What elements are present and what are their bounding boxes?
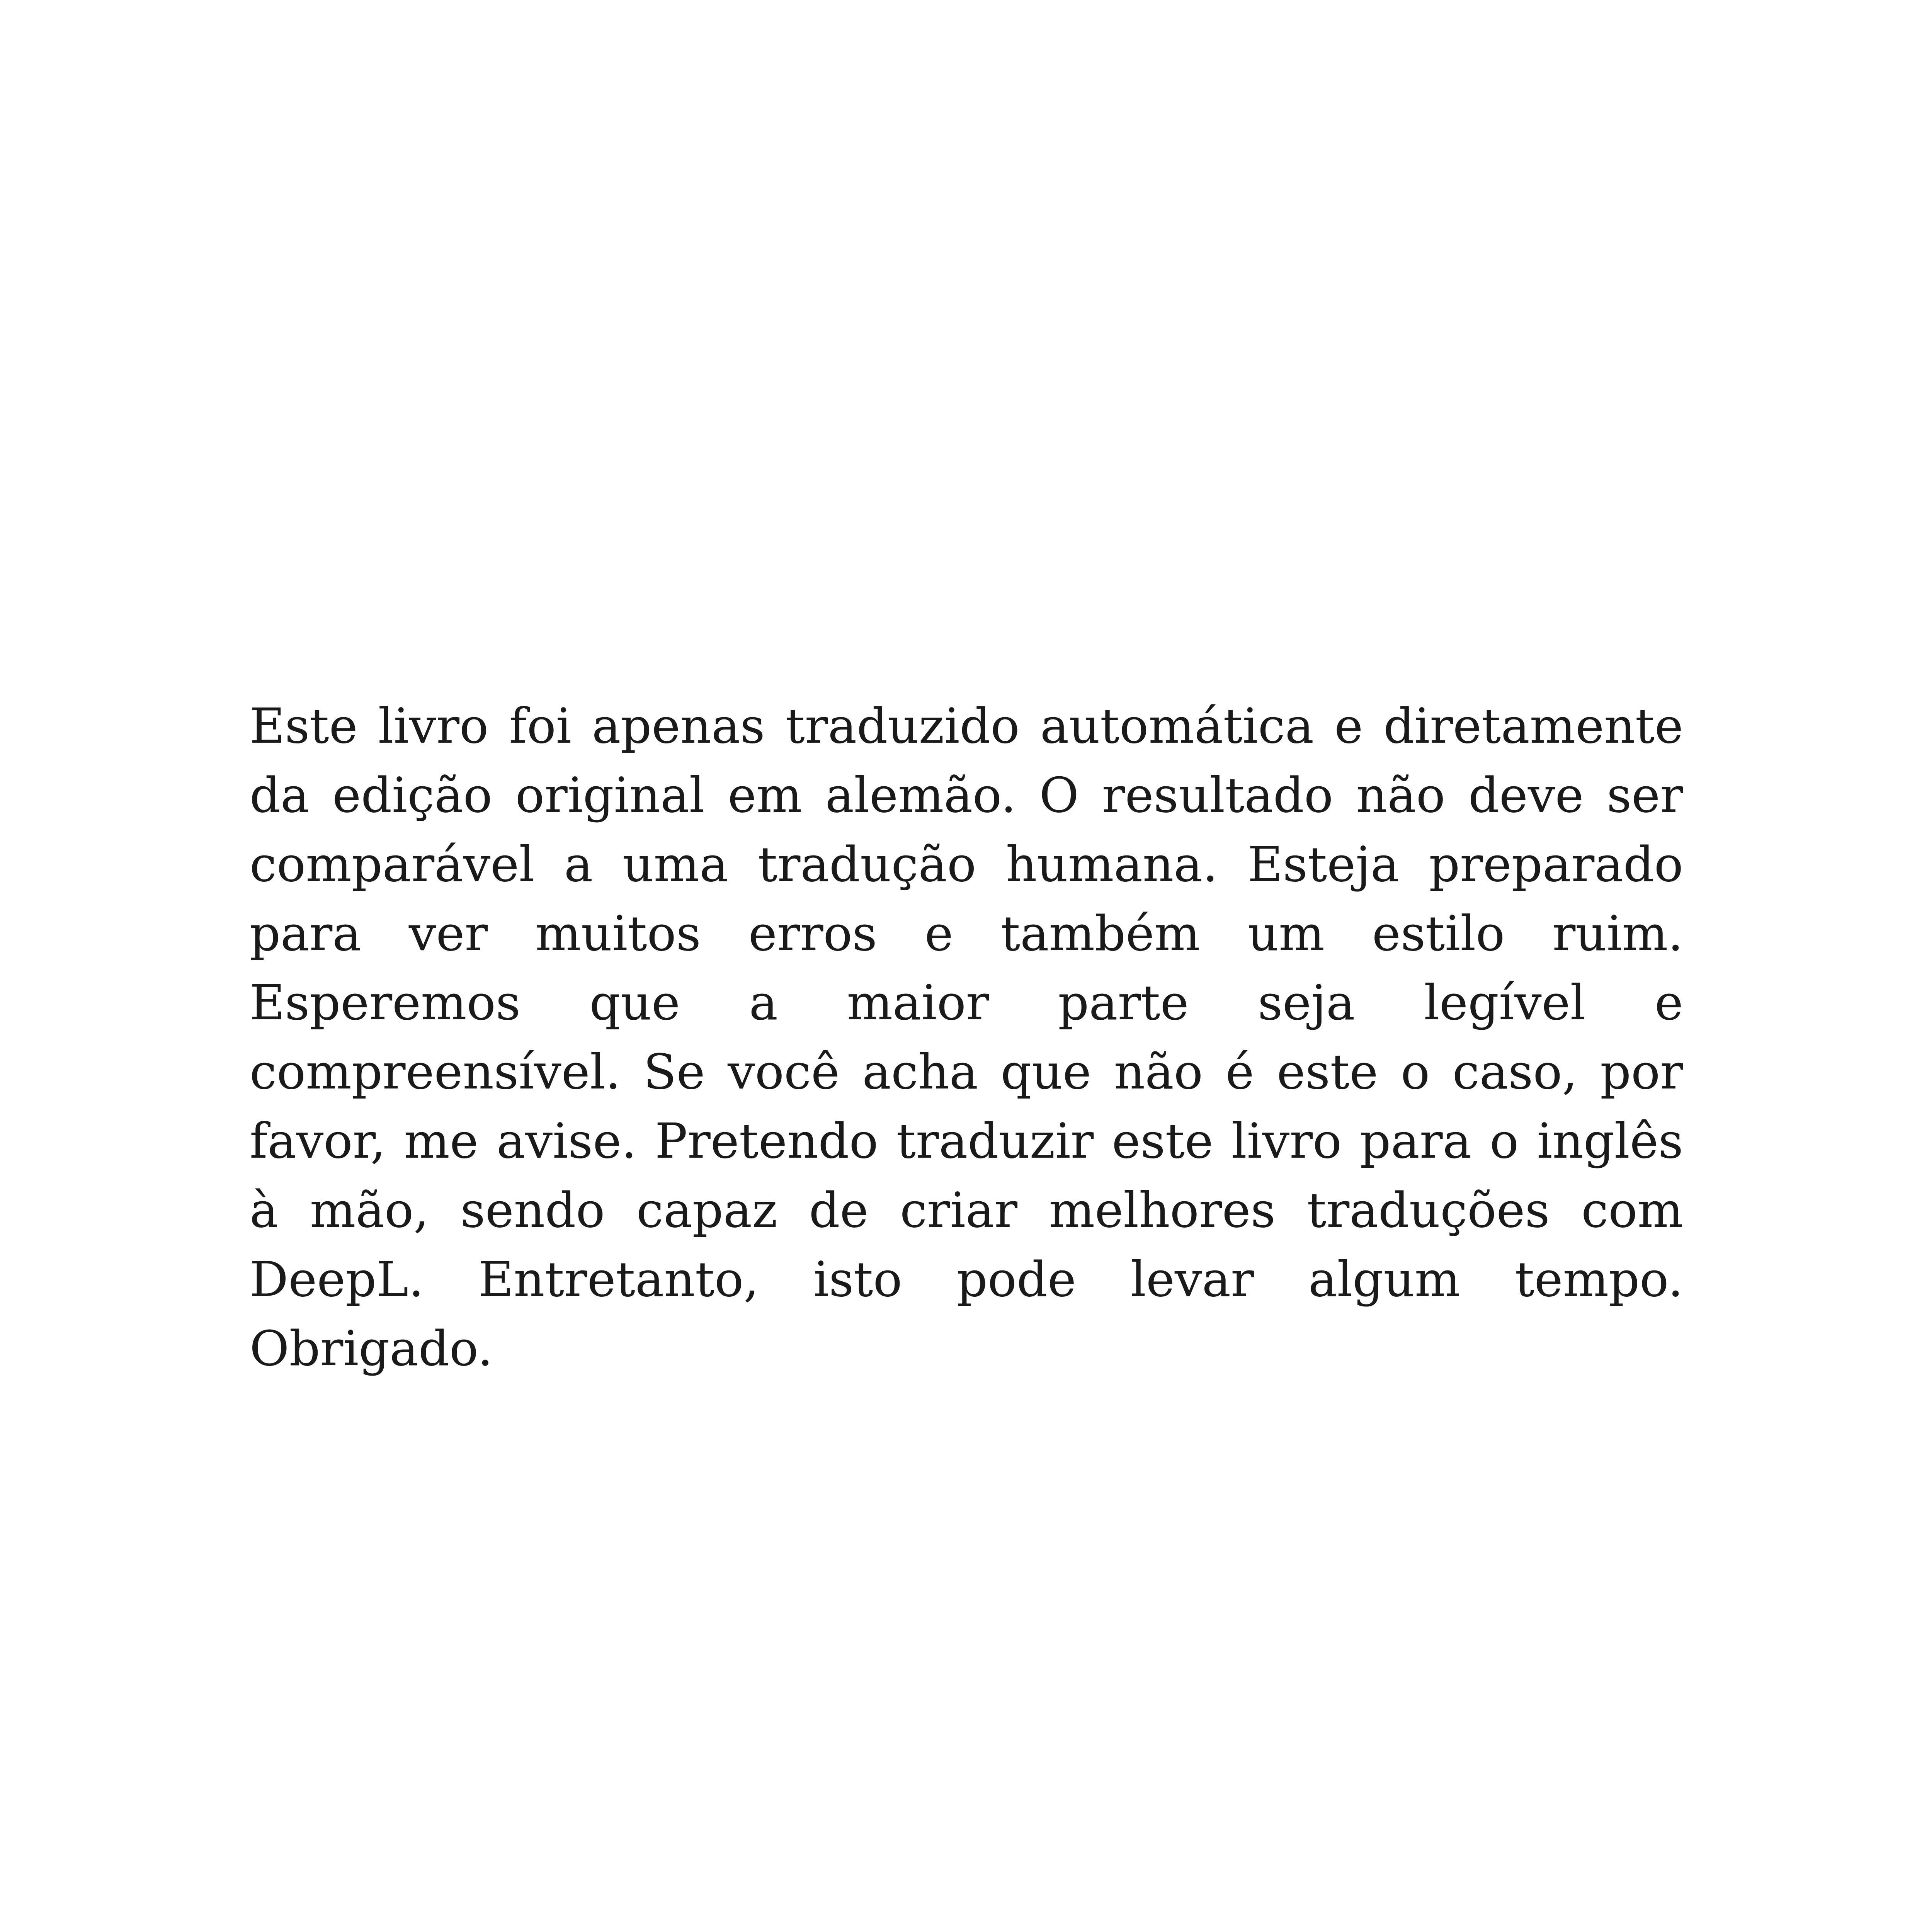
translation-notice-paragraph: Este livro foi apenas traduzido automática e diretamente da edição original em alemão. O resultado não deve ser comparável a uma tradução humana. Esteja preparado para ver muitos erros e também um estilo ruim. Esperemos que a maior parte seja legível e compreensível. Se você acha que não é este o caso, por favor, me avise. Pretendo traduzir este livro para o inglês à mão, sendo capaz de criar melhores traduções com DeepL. Entretanto, isto pode levar algum tempo. Obrigado. [250,698,1683,1377]
